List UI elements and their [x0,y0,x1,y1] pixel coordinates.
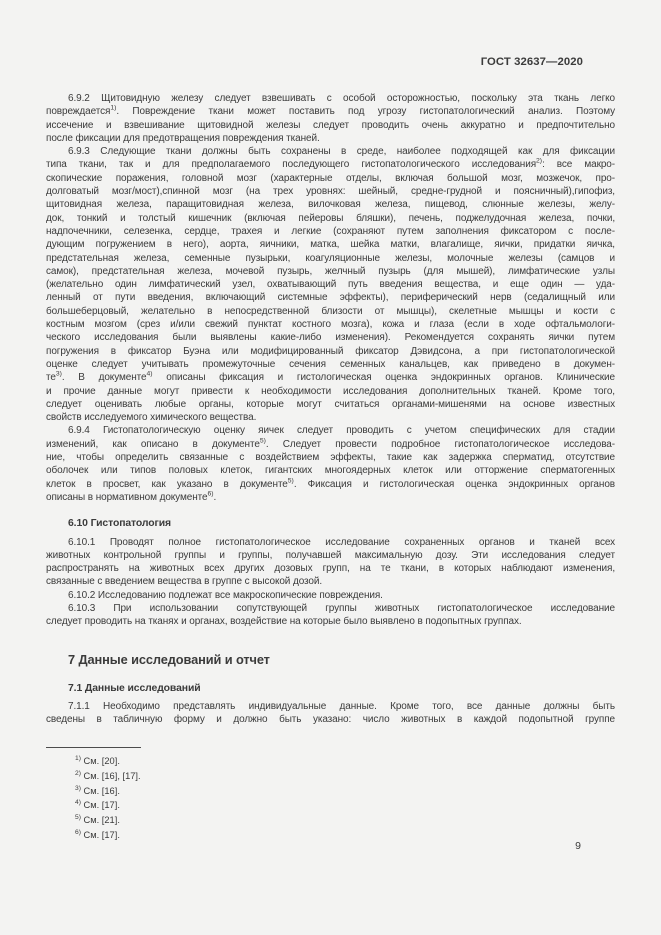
text-line: 6.9.3 Следующие ткани должны быть сохранены в среде, наиболее подходящей как для фиксации [68,146,615,158]
text-line: костным мозгом (срез и/или свежий пунктат костного мозга), кожа и глаза (если в ходе офтальмологи- [46,319,615,331]
paragraph-6.10.2 [46,589,615,602]
text-line: долговатый мозг/мост),спинной мозг (на трех уровнях: шейный, средне-грудной и поясничный),гипофиз, [46,186,615,198]
footnote-marker: 3) [75,784,81,792]
paragraph-6.9.3 [46,145,615,424]
paragraph-7.1.1 [46,700,615,727]
text-line: 6.9.2 Щитовидную железу следует взвешивать с особой осторожностью, поскольку эта ткань легко [68,93,615,104]
footnote: $^{3)}$ См. [16]. [75,784,120,796]
footnote-marker: 2) [75,769,81,777]
text-line: 6.10.3 При использовании сопутствующей группы животных гистопатологическое исследование [68,602,615,614]
footnote: $^{6)}$ См. [17]. [75,828,120,840]
text-line: клеток в просвет, как указано в документе$^{5)}$. Фиксация и гистологическая оценка эндокринных органов [46,477,615,490]
paragraph-6.10.1 [46,536,615,589]
text-line: 6.10.2 Исследованию подлежат все макроскопические повреждения. [68,589,383,601]
text-line: самок), предстательная железа, мочевой пузырь, желчный пузырь (для мышей), лимфатические узлы [46,265,615,277]
text-line: свойств исследуемого химического вещества. [46,412,257,424]
text-line: следует проводить на тканях и органах, воздействие на которые было выявлено в подопытных группах. [46,616,522,628]
text-line: 6.9.4 Гистопатологическую оценку яичек следует проводить с учетом специфических для стадии [68,425,615,437]
text-line: ние, чтобы определить связанные с воздействием эффекты, такие как задержка сперматид, отсутствие [46,452,615,464]
text-line: большеберцовый, желательно в непосредственной близости от мышцы), скелетные мышцы и кости с [46,305,615,317]
footnote-marker: 1) [75,754,81,762]
document-header: ГОСТ 32637—2020 [480,56,583,68]
text-line: и прочие данные могут привести к необходимости исследования дополнительных тканей. Кроме того, [46,385,615,397]
text-line: оболочек или типов половых клеток, гигантских многоядерных клеток или отторжение сперматогенных [46,465,615,477]
text-line: надпочечники, селезенка, сердце, трахея и легкие (сохраняют путем заполнения фиксатором с после- [46,225,615,237]
text-line: ленный от пути введения, включающий системные эффекты), периферический нерв (седалищный или [46,292,615,304]
text-line: животных контрольной группы и группы, получавшей максимальную дозу. Эти исследования следует [46,549,615,561]
text-line: иссечение и взвешивание щитовидной железы следует проводить очень аккуратно и предпочтительно [46,119,615,131]
footnote: $^{4)}$ См. [17]. [75,799,120,811]
text-line: 7.1.1 Необходимо представлять индивидуальные данные. Кроме того, все данные должны быть [68,700,615,712]
heading-6.10: 6.10 Гистопатология [68,518,171,530]
text-line: погружения в фиксатор Буэна или модифицированный фиксатор Дэвидсона, а при гистопатологической [46,345,615,357]
text-line: сведены в табличную форму и должно быть указано: число животных в каждой подопытной группе [46,714,615,726]
page-number [46,840,615,852]
footnote-marker: 4) [75,799,81,807]
document-body [46,92,615,726]
text-line: оценке следует учитывать промежуточные сечения семенных канальцев, как приведено в докумен- [46,358,615,370]
footnote: $^{5)}$ См. [21]. [75,814,120,826]
text-line: после фиксации для предотвращения повреждения тканей. [46,132,320,144]
footnote-ref: 5) [259,437,266,445]
text-line: описаны в нормативном документе$^{6)}$. [46,490,217,503]
paragraph-6.9.4 [46,424,615,504]
footnote-ref: 3) [55,370,62,378]
footnote-ref: 4) [146,370,153,378]
text-line: изменений, как описано в документе$^{5)}$. Следует провести подробное гистопатологическое исследова- [46,437,615,450]
text-line: док, тонкий и толстый кишечник (включая пейеровы бляшки), печень, поджелудочная железа, почки, [46,212,615,224]
footnote-marker: 5) [75,814,81,822]
text-line: связанные с введением вещества в группе с высокой дозой. [46,576,323,588]
text-line: ческого исследования были выявлены какие-либо изменения). Рекомендуется сохранять яички путем [46,332,615,344]
footnote-list [46,754,346,843]
footnote-ref: 2) [536,158,543,166]
text-line: дующим погружением в него), аорта, яичники, матка, шейка матки, влагалище, яички, придатки яичка, [46,239,615,251]
text-line: типа ткани, так и для предполагаемого последующего гистопатологического исследования$^{2)}$: все макро- [46,158,615,171]
heading-7: 7 Данные исследований и отчет [68,651,270,667]
text-line: скопические поражения, головной мозг (характерные отделы, включая большой мозг, мозжечок, про- [46,172,615,184]
heading-7.1: 7.1 Данные исследований [68,682,201,694]
page-number-value: 9 [575,840,581,852]
text-line: предстательная железа, семенные пузырьки, коагуляционные железы, молочные железы (самцов и [46,252,615,264]
footnote: $^{1)}$ См. [20]. [75,754,120,766]
text-line: повреждается$^{1)}$. Повреждение ткани может поставить под угрозу гистопатологический анализ. Поэтому [46,104,615,118]
text-line: 6.10.1 Проводят полное гистопатологическое исследование сохраненных органов и тканей всех [68,536,615,548]
footnote-ref: 1) [110,104,117,112]
footnote-marker: 6) [75,828,81,836]
footnote: $^{2)}$ См. [16], [17]. [75,769,141,781]
footnote-ref: 5) [287,477,294,485]
footnote-ref: 6) [207,490,214,498]
text-line: (желательно один лимфатический узел, охватывающий путь введения вещества, и еще один — уда- [46,279,615,291]
text-line: распространять на животных всех других дозовых групп, на те ткани, в которых наблюдают изменения, [46,563,615,575]
footnotes-section [46,747,346,843]
text-line: $те^{3)}$. В документе$^{4)}$ описаны фиксация и гистологическая оценка эндокринных органов. Клинические [46,370,616,384]
footnote-divider [46,747,141,748]
text-line: щитовидная железа, паращитовидная железа, вилочковая железа, пищевод, слюнные железы, желу- [46,199,615,211]
paragraph-6.9.2 [46,92,615,145]
text-line: следует оценивать любые органы, которые могут считаться органами-мишенями на основе известных [46,398,615,410]
paragraph-6.10.3 [46,602,615,629]
